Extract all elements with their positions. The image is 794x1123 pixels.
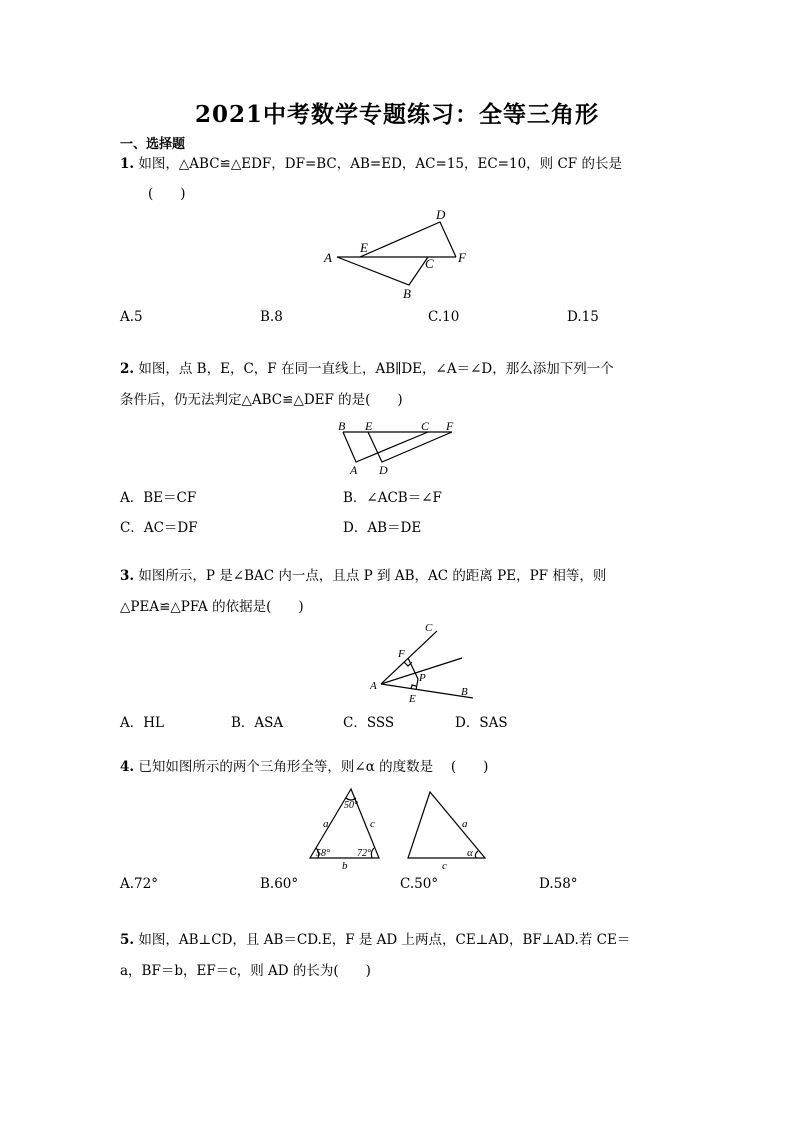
q4-label-a2: a	[462, 818, 468, 830]
q1-label-e: E	[360, 240, 368, 255]
q4-angle-arc-right	[371, 848, 374, 858]
q1-label-c: C	[425, 256, 434, 271]
question-2-stem-line2: 条件后，仍无法判定△ABC≌△DEF 的是( )	[120, 392, 403, 408]
question-1-answer-blank: ( )	[148, 186, 186, 202]
q4-option-a[interactable]: A.72°	[120, 876, 158, 892]
q3-label-c: C	[425, 622, 433, 634]
q3-option-c[interactable]: C．SSS	[343, 715, 395, 731]
q1-label-f: F	[458, 250, 466, 265]
q1-option-c[interactable]: C.10	[428, 309, 460, 325]
q4-option-c[interactable]: C.50°	[400, 876, 439, 892]
q3-label-f: F	[398, 648, 405, 660]
q4-option-b[interactable]: B.60°	[260, 876, 299, 892]
question-5-stem: 如图，AB⊥CD，且 AB＝CD.E，F 是 AD 上两点，CE⊥AD，BF⊥AD.若 CE＝	[138, 932, 631, 948]
q3-label-e: E	[409, 693, 416, 705]
question-3-number: 3.	[120, 568, 135, 584]
question-1-stem: 如图，△ABC≌△EDF，DF=BC，AB=ED，AC=15，EC=10，则 CF 的长是	[138, 156, 622, 172]
q2-option-a[interactable]: A．BE＝CF	[120, 490, 197, 506]
question-5	[120, 930, 630, 950]
page-title: 2021中考数学专题练习：全等三角形	[194, 101, 599, 128]
question-4-number: 4.	[120, 759, 135, 775]
question-5-number: 5.	[120, 932, 135, 948]
q3-label-p: P	[419, 672, 426, 684]
question-5-stem-line2: a，BF＝b，EF＝c，则 AD 的长为( )	[120, 963, 371, 979]
q1-label-a: A	[324, 250, 332, 265]
q3-option-b[interactable]: B．ASA	[231, 715, 284, 731]
q4-label-a: a	[323, 818, 329, 830]
q3-label-b: B	[461, 686, 468, 698]
q3-option-a[interactable]: A．HL	[120, 715, 164, 731]
q4-label-c: c	[370, 818, 375, 830]
q2-label-d: D	[379, 463, 388, 477]
q4-label-c2: c	[442, 860, 447, 872]
q2-label-c: C	[421, 419, 430, 433]
q4-triangle-2	[408, 792, 485, 858]
q2-label-e: E	[365, 419, 373, 433]
q2-option-d[interactable]: D．AB＝DE	[343, 520, 422, 536]
q3-option-d[interactable]: D．SAS	[455, 715, 508, 731]
q4-angle-arc-alpha	[475, 851, 478, 858]
q2-label-f: F	[446, 419, 454, 433]
question-3-stem-line2: △PEA≌△PFA 的依据是( )	[120, 599, 304, 615]
question-2-stem: 如图，点 B，E，C，F 在同一直线上，AB∥DE，∠A＝∠D，那么添加下列一个	[138, 361, 614, 377]
q4-label-angle-left: 58°	[316, 848, 330, 859]
q2-option-b[interactable]: B．∠ACB＝∠F	[343, 490, 442, 506]
question-1-number: 1.	[120, 156, 135, 172]
question-3-stem: 如图所示，P 是∠BAC 内一点，且点 P 到 AB，AC 的距离 PE，PF 相等，则	[138, 568, 607, 584]
q2-label-a: A	[350, 463, 358, 477]
q4-label-angle-right: 72°	[357, 848, 371, 859]
q4-label-alpha: α	[467, 847, 473, 859]
question-2-number: 2.	[120, 361, 135, 377]
q1-label-b: B	[403, 286, 411, 301]
q2-option-c[interactable]: C．AC＝DF	[120, 520, 198, 536]
q1-option-b[interactable]: B.8	[260, 309, 283, 325]
question-4-stem: 已知如图所示的两个三角形全等，则∠α 的度数是 ( )	[138, 759, 489, 775]
q4-label-b: b	[342, 860, 348, 872]
q1-option-d[interactable]: D.15	[567, 309, 599, 325]
q4-label-angle-top: 50°	[344, 800, 358, 811]
q1-option-a[interactable]: A.5	[120, 309, 143, 325]
q3-label-a: A	[370, 680, 377, 692]
q4-option-d[interactable]: D.58°	[539, 876, 578, 892]
q2-label-b: B	[338, 419, 346, 433]
q1-label-d: D	[436, 207, 446, 222]
section-heading: 一、选择题	[120, 137, 186, 152]
